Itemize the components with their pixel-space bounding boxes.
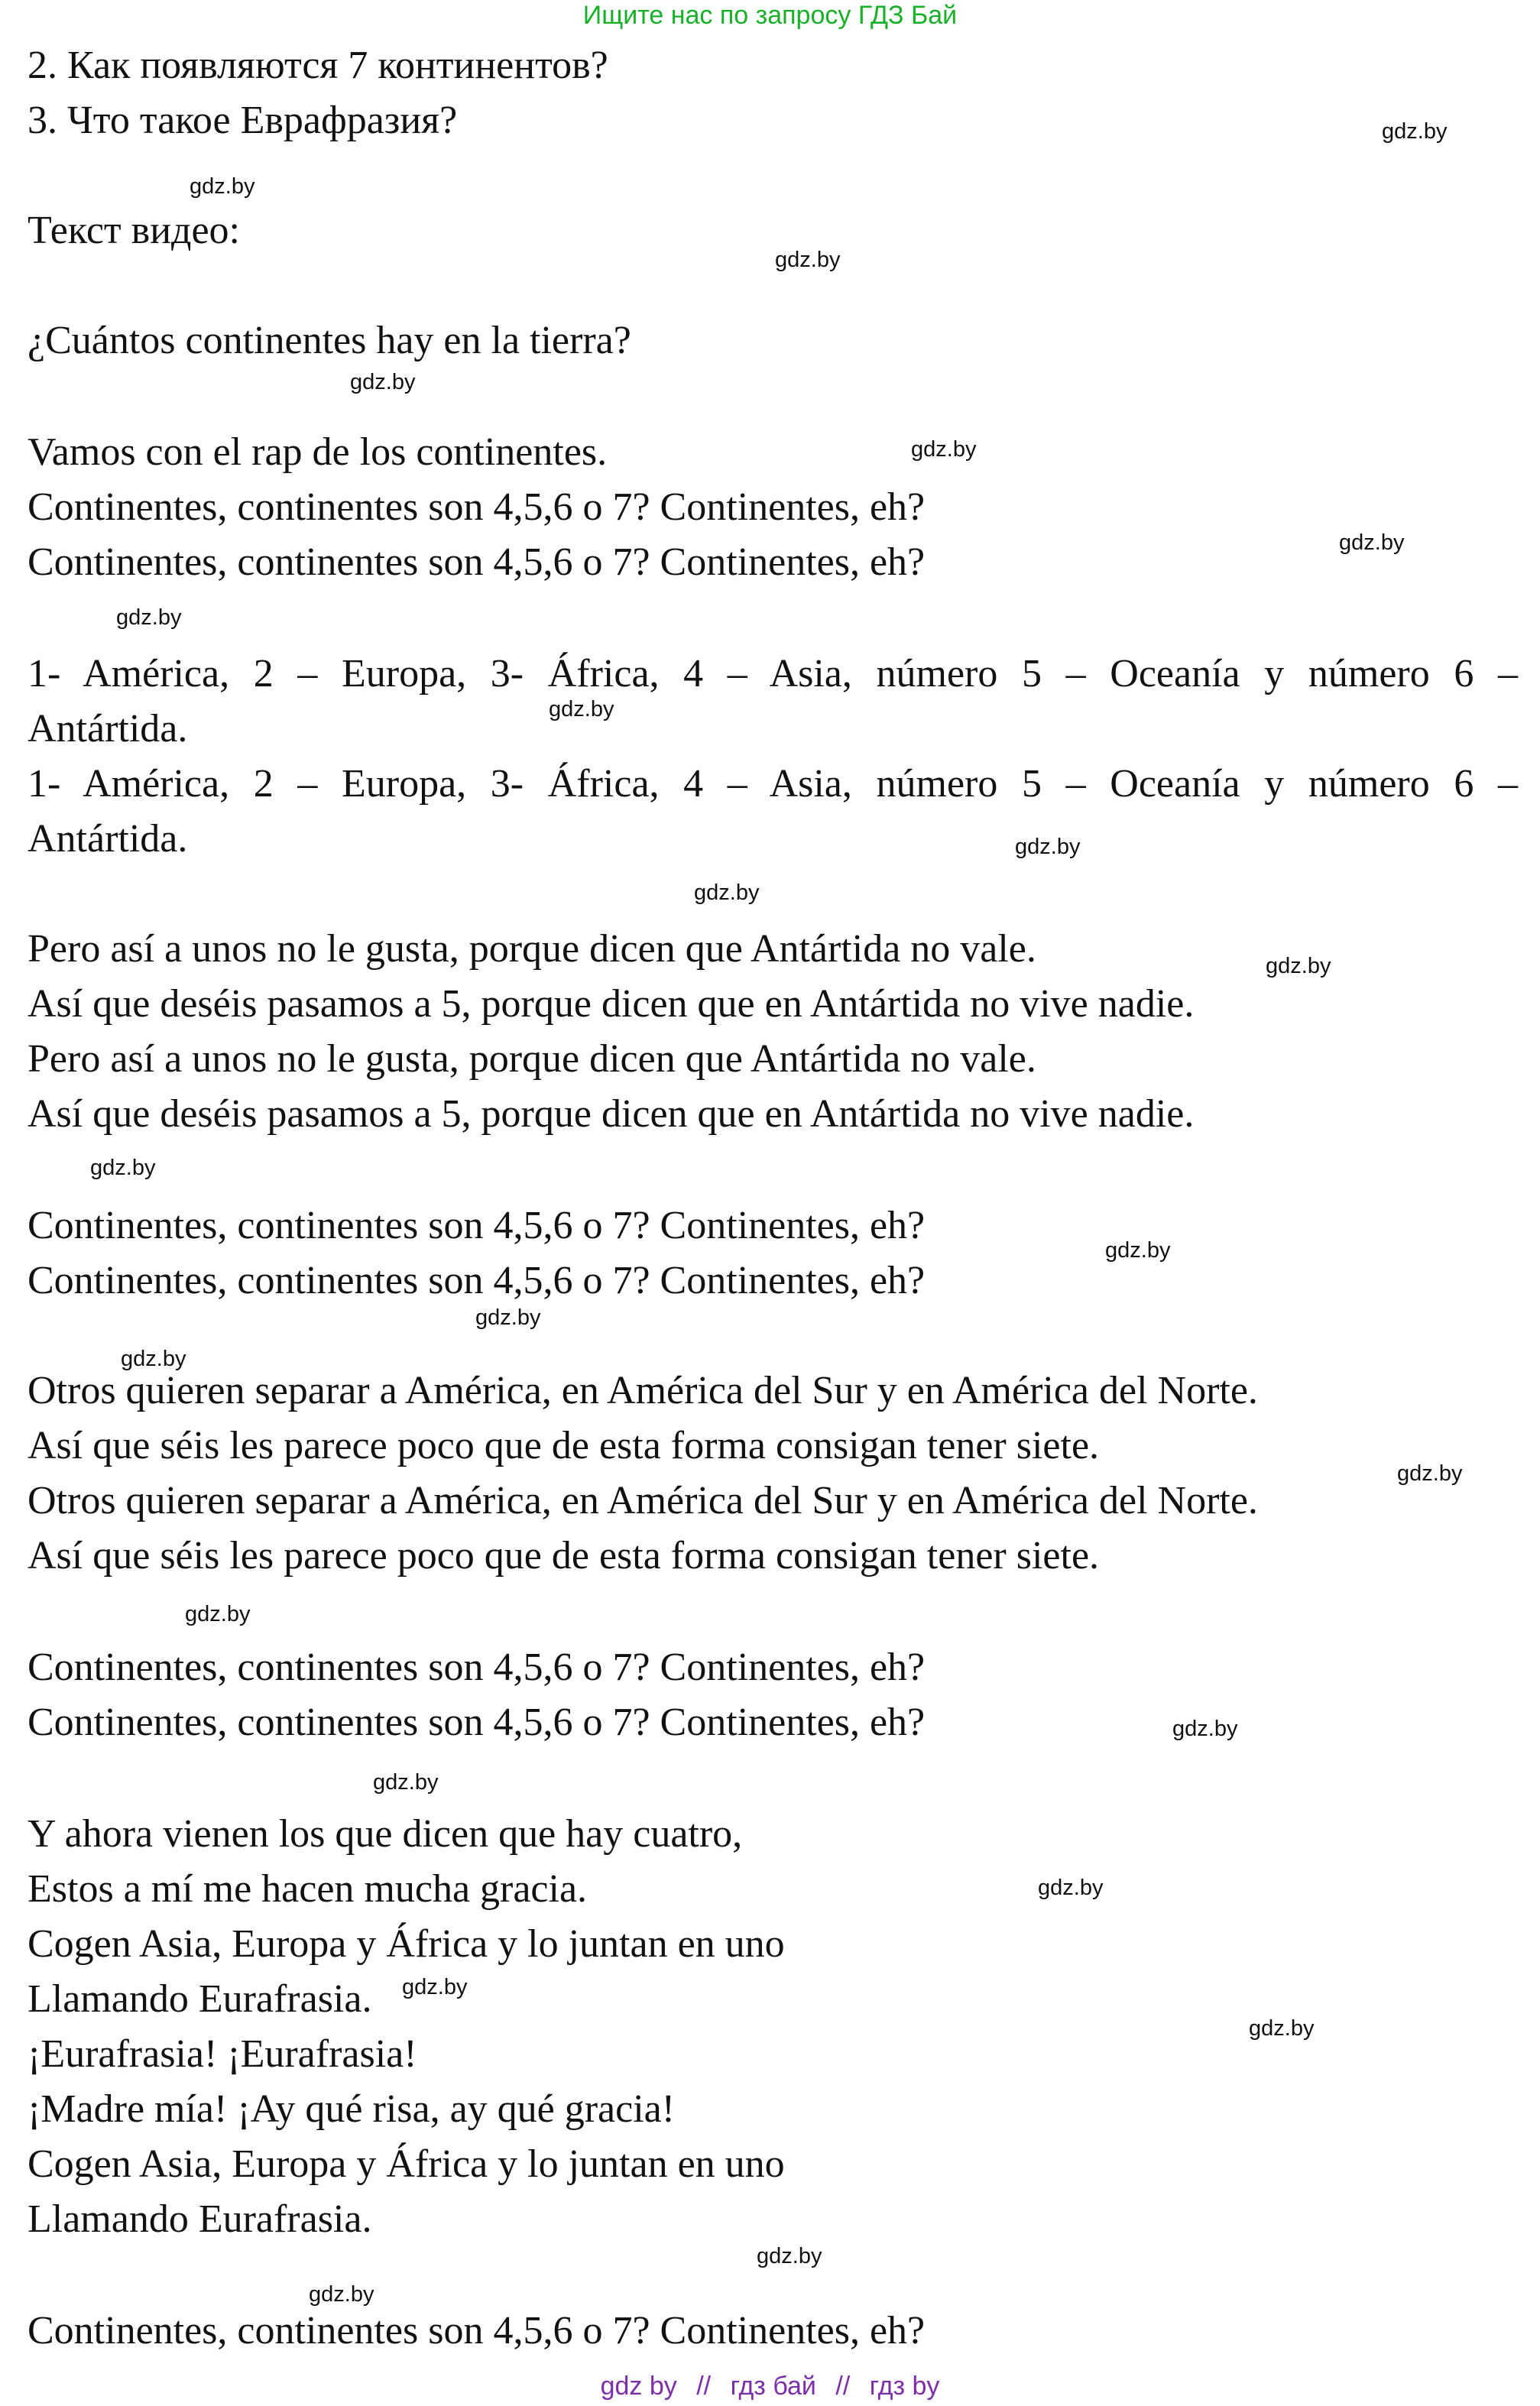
lyric-line: Continentes, continentes son 4,5,6 o 7? Continentes, eh? [28,2309,926,2352]
lyric-line: Así que deséis pasamos a 5, porque dicen que en Antártida no vive nadie. [28,1092,1195,1136]
lyric-line: Cogen Asia, Europa y África y lo juntan en uno [28,1922,785,1966]
watermark: gdz.by [116,605,182,630]
lyric-line: 1- América, 2 – Europa, 3- África, 4 – Asia, número 5 – Oceanía y número 6 – [28,652,1518,696]
watermark: gdz.by [475,1305,541,1330]
lyric-line: Llamando Eurafrasia. [28,1977,372,2021]
footer-link-gdz-by-cyr[interactable]: гдз by [869,2372,940,2401]
watermark: gdz.by [757,2244,822,2268]
lyric-line: Continentes, continentes son 4,5,6 o 7? Continentes, eh? [28,1204,926,1247]
lyric-line: ¿Cuántos continentes hay en la tierra? [28,319,631,362]
watermark: gdz.by [1382,119,1448,144]
footer-separator: // [835,2372,851,2401]
lyric-line: Pero así a unos no le gusta, porque dicen que Antártida no vale. [28,1037,1036,1081]
watermark: gdz.by [775,248,841,272]
watermark: gdz.by [309,2282,374,2307]
lyric-line: Antártida. [28,817,188,861]
watermark: gdz.by [1397,1461,1463,1486]
lyric-line: Continentes, continentes son 4,5,6 o 7? Continentes, eh? [28,1259,926,1302]
watermark: gdz.by [185,1602,251,1626]
watermark: gdz.by [121,1347,186,1371]
footer-separator: // [696,2372,712,2401]
watermark: gdz.by [549,697,614,721]
lyric-line: 1- América, 2 – Europa, 3- África, 4 – Asia, número 5 – Oceanía y número 6 – [28,762,1518,806]
footer-link-gdz-by[interactable]: gdz by [600,2372,677,2401]
watermark: gdz.by [190,174,255,199]
lyric-line: Continentes, continentes son 4,5,6 o 7? Continentes, eh? [28,540,926,584]
lyric-line: Así que deséis pasamos a 5, porque dicen que en Antártida no vive nadie. [28,982,1195,1026]
lyric-line: Así que séis les parece poco que de esta forma consigan tener siete. [28,1534,1100,1578]
watermark: gdz.by [350,370,416,394]
lyric-line: Estos a mí me hacen mucha gracia. [28,1867,588,1911]
watermark: gdz.by [1105,1238,1171,1263]
lyric-line: Continentes, continentes son 4,5,6 o 7? Continentes, eh? [28,1646,926,1689]
lyric-line: Pero así a unos no le gusta, porque dicen que Antártida no vale. [28,927,1036,971]
watermark: gdz.by [90,1156,156,1180]
lyric-line: Antártida. [28,707,188,751]
lyric-line: ¡Madre mía! ¡Ay qué risa, ay qué gracia! [28,2087,676,2131]
watermark: gdz.by [373,1770,439,1795]
watermark: gdz.by [1015,835,1081,859]
search-hint-link[interactable]: Ищите нас по запросу ГДЗ Бай [582,1,958,30]
lyric-line: Y ahora vienen los que dicen que hay cuatro, [28,1812,743,1856]
lyric-line: Otros quieren separar a América, en América del Sur y en América del Norte. [28,1479,1258,1522]
lyric-line: Vamos con el rap de los continentes. [28,430,608,474]
lyric-line: Continentes, continentes son 4,5,6 o 7? Continentes, eh? [28,1701,926,1744]
lyric-line: ¡Eurafrasia! ¡Eurafrasia! [28,2032,417,2076]
footer-link-gdz-bai[interactable]: гдз бай [730,2372,816,2401]
lyric-line: Continentes, continentes son 4,5,6 o 7? Continentes, eh? [28,485,926,529]
watermark: gdz.by [911,437,977,462]
watermark: gdz.by [402,1975,468,1999]
watermark: gdz.by [1249,2016,1315,2041]
question-3: 3. Что такое Еврафразия? [28,99,458,142]
lyric-line: Llamando Eurafrasia. [28,2197,372,2241]
lyric-line: Cogen Asia, Europa y África y lo juntan en uno [28,2142,785,2186]
watermark: gdz.by [694,880,760,905]
section-label: Текст видео: [28,209,241,252]
lyric-line: Otros quieren separar a América, en América del Sur y en América del Norte. [28,1369,1258,1412]
lyric-line: Así que séis les parece poco que de esta forma consigan tener siete. [28,1424,1100,1467]
question-2: 2. Как появляются 7 континентов? [28,44,608,87]
watermark: gdz.by [1038,1876,1104,1900]
watermark: gdz.by [1172,1717,1238,1741]
watermark: gdz.by [1339,530,1405,555]
watermark: gdz.by [1266,954,1331,978]
footer-links [0,2372,1540,2400]
